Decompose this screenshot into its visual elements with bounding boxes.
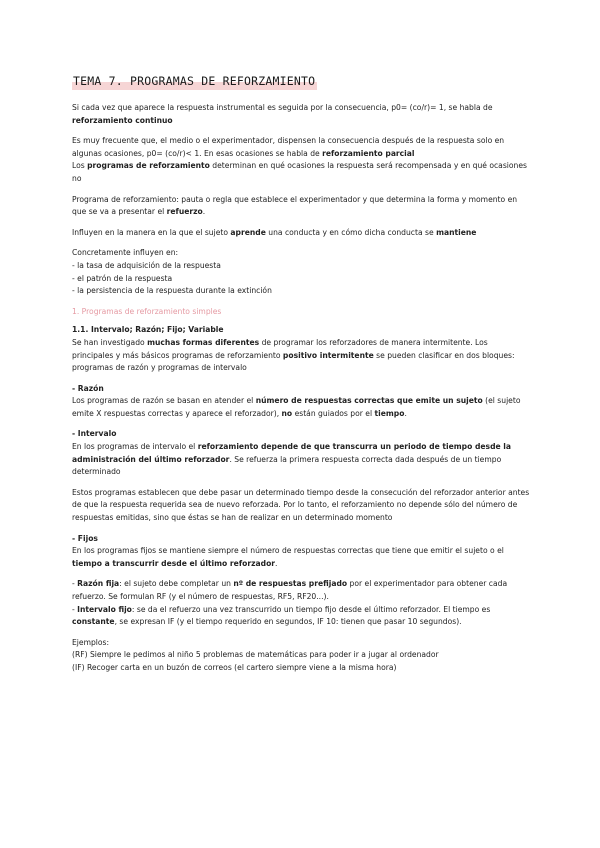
list-item: - la tasa de adquisición de la respuesta	[72, 260, 221, 270]
text: de programar los reforzadores de manera intermitente. Los principales y más básicos programas de reforzamiento	[72, 337, 488, 360]
list-item: - el patrón de la respuesta	[72, 273, 173, 283]
text: , se expresan IF (y el tiempo requerido en segundos, IF 10: tienen que pasar 10 segundos).	[114, 617, 462, 627]
examples-heading: Ejemplos:	[72, 637, 110, 647]
bold-term: tiempo	[374, 408, 405, 418]
fijos-block	[72, 533, 530, 571]
text: -	[72, 579, 78, 589]
text: En los programas de intervalo el	[72, 442, 198, 452]
item-heading: - Fijos	[72, 533, 98, 543]
bold-term: Intervalo fijo	[77, 604, 132, 614]
text: determinan en qué ocasiones la respuesta será recompensada y en qué ocasiones no	[72, 161, 527, 183]
bold-term: tiempo a transcurrir desde el último reforzador	[72, 558, 276, 568]
intervalo-block	[72, 428, 530, 478]
text: -	[72, 604, 78, 614]
paragraph-definition	[72, 194, 530, 219]
bold-term: programas de reforzamiento	[87, 161, 210, 171]
bold-term: número de respuestas correctas que emite un sujeto	[255, 396, 483, 406]
bold-term: reforzamiento depende de que transcurra un periodo de tiempo desde la administración del último reforzador	[72, 442, 512, 464]
bold-term: aprende	[230, 227, 266, 237]
bold-term: mantiene	[436, 227, 477, 237]
bold-term: refuerzo	[166, 207, 203, 217]
item-heading: - Intervalo	[72, 429, 117, 439]
bold-term: Razón fija	[77, 579, 120, 589]
subsection-block	[72, 324, 530, 374]
bold-term: nº de respuestas prefijado	[233, 579, 348, 589]
text: una conducta y en cómo dicha conducta se	[265, 227, 437, 237]
bold-term: muchas formas diferentes	[147, 337, 260, 347]
subsection-heading: 1.1. Intervalo; Razón; Fijo; Variable	[72, 325, 224, 335]
bold-term: reforzamiento continuo	[72, 115, 173, 125]
page-title: TEMA 7. PROGRAMAS DE REFORZAMIENTO	[73, 74, 316, 88]
text: Si cada vez que aparece la respuesta instrumental es seguida por la consecuencia, p0= (co/r)= 1, se habla de	[72, 103, 493, 112]
text: .	[275, 558, 278, 568]
paragraph-continuous	[72, 102, 530, 127]
text: Influyen en la manera en la que el sujeto	[72, 227, 231, 237]
text: : el sujeto debe completar un	[119, 579, 234, 589]
text: . Se refuerza la primera respuesta correcta dada después de un tiempo determinado	[72, 454, 502, 477]
bold-term: constante	[72, 617, 115, 627]
bold-term: positivo intermitente	[282, 350, 374, 360]
text: (el sujeto emite X respuestas correctas y aparece el reforzador),	[72, 396, 521, 418]
text: Es muy frecuente que, el medio o el experimentador, dispensen la consecuencia después de la respuesta solo en algunas ocasiones, p0= (co/r)< 1. En esas ocasiones se habla de	[72, 136, 505, 158]
paragraph-influence	[72, 227, 530, 240]
text: por el experimentador para obtener cada refuerzo. Se formulan RF (y el número de respuestas, RF5, RF20...).	[72, 579, 508, 601]
paragraph-partial	[72, 135, 530, 160]
text: Los	[72, 161, 88, 171]
razon-block	[72, 383, 530, 421]
section-heading: 1. Programas de reforzamiento simples	[72, 306, 222, 316]
paragraph-interval-detail: Estos programas establecen que debe pasar un determinado tiempo desde la consecución del reforzador anterior antes de que la respuesta requerida sea de nuevo reforzada. Por lo tanto, el reforzamiento no depende sólo del número de respuestas emitidas, sino que éstas se han de realizar en un determinado momento	[72, 487, 530, 523]
text: .	[404, 408, 407, 418]
text: .	[202, 207, 206, 217]
text: : se da el refuerzo una vez transcurrido un tiempo fijo desde el último reforzador. El tiempo es	[131, 604, 491, 614]
list-item: - la persistencia de la respuesta durante la extinción	[72, 286, 272, 296]
text: Se han investigado	[72, 337, 148, 347]
list-intro: Concretamente influyen en:	[72, 248, 179, 258]
text: En los programas fijos se mantiene siempre el número de respuestas correctas que tiene que emitir el sujeto o el	[72, 546, 504, 556]
fixed-types	[72, 578, 530, 628]
text: Programa de reforzamiento: pauta o regla que establece el experimentador y que determina la forma y momento en que se va a presentar el	[72, 194, 518, 217]
text: están guiados por el	[292, 408, 375, 418]
example-item: (RF) Siempre le pedimos al niño 5 problemas de matemáticas para poder ir a jugar al ordenador	[72, 650, 439, 660]
paragraph-programs	[72, 160, 530, 185]
example-item: (IF) Recoger carta en un buzón de correos (el cartero siempre viene a la misma hora)	[72, 662, 397, 672]
examples	[72, 637, 530, 675]
bold-term: reforzamiento parcial	[322, 148, 415, 158]
text: Los programas de razón se basan en atender el	[72, 396, 256, 406]
item-heading: - Razón	[72, 383, 104, 393]
bold-term: no	[281, 408, 293, 418]
text: se pueden clasificar en dos bloques: programas de razón y programas de intervalo	[72, 350, 515, 373]
influence-list	[72, 247, 530, 297]
